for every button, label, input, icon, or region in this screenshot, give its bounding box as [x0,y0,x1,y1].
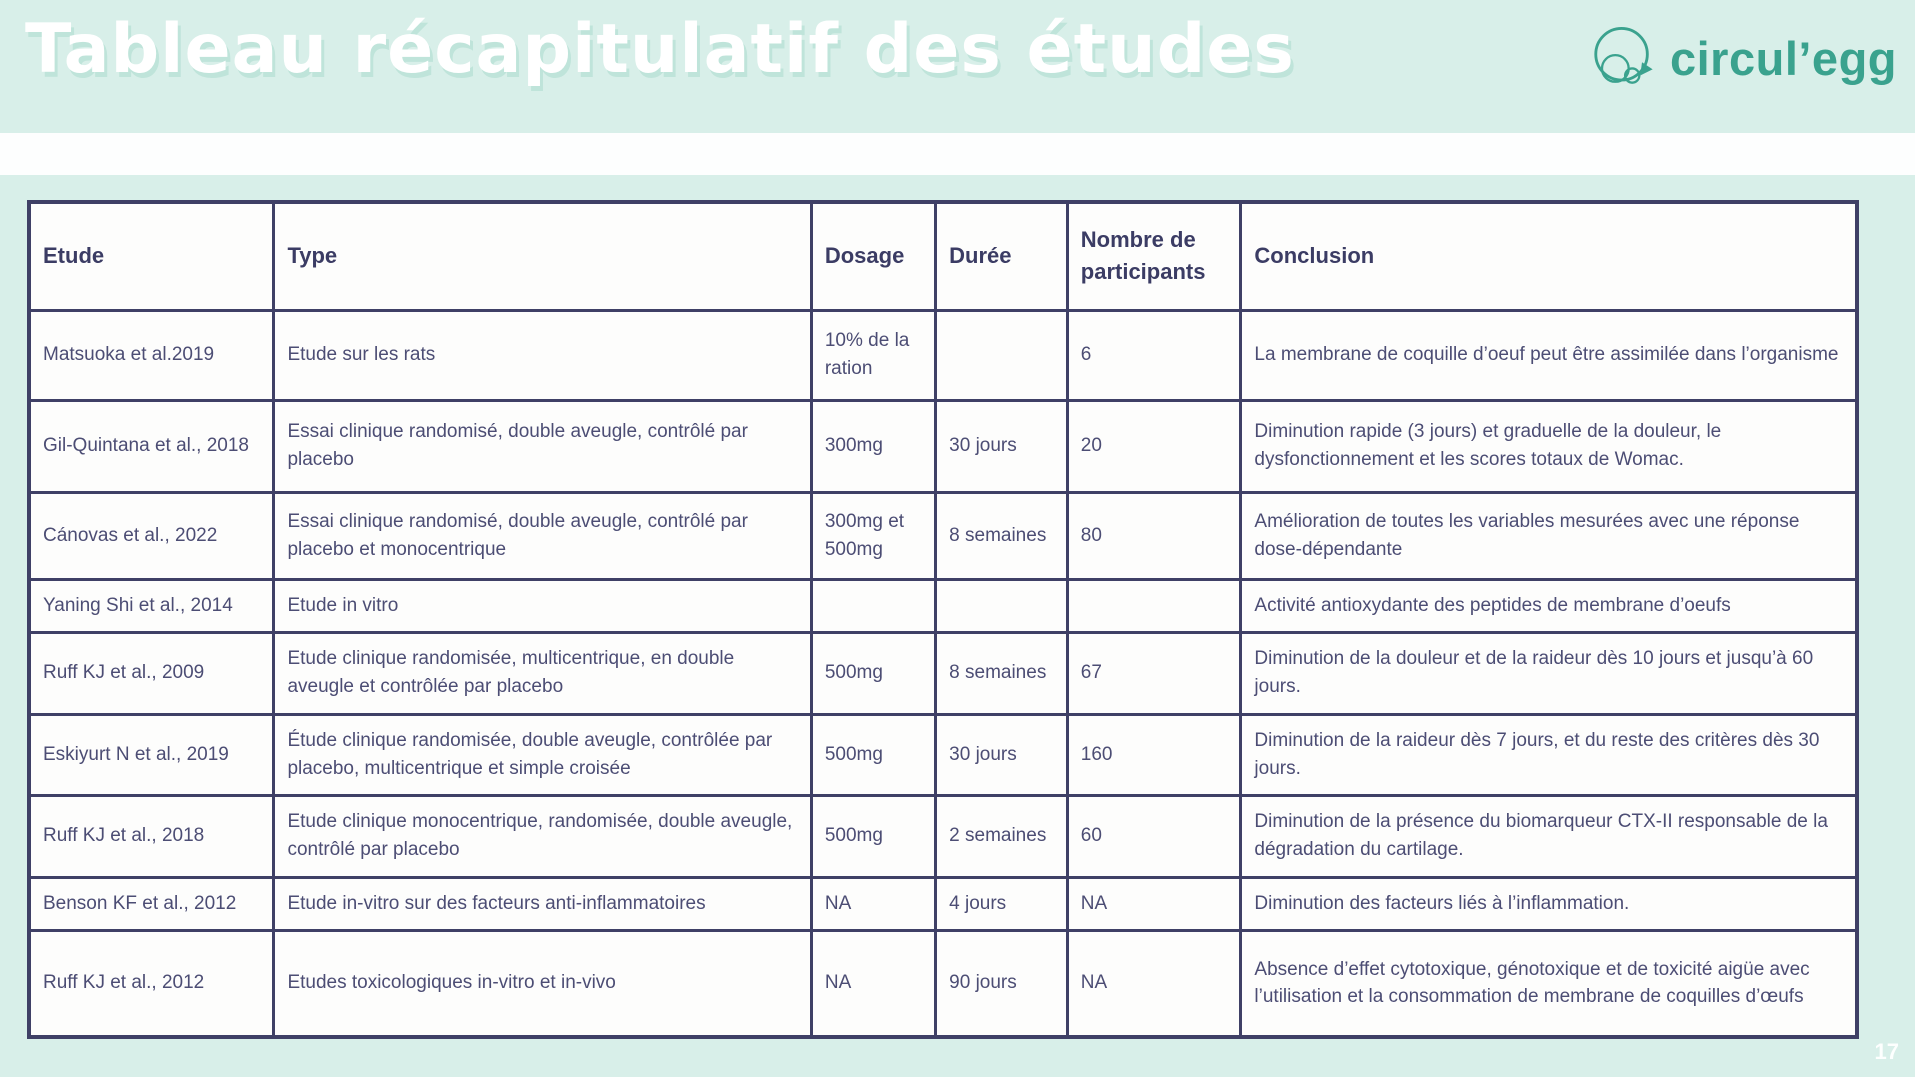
cell-participants [1067,579,1241,632]
col-header-dosage: Dosage [811,202,935,310]
table-row [29,795,1857,877]
cell-participants: 20 [1067,400,1241,492]
cell-type: Etude clinique randomisée, multicentrique, en double aveugle et contrôlée par placebo [274,632,811,714]
cell-type: Essai clinique randomisé, double aveugle, contrôlé par placebo et monocentrique [274,492,811,579]
cell-etude: Gil-Quintana et al., 2018 [29,400,274,492]
cell-conclusion: Diminution de la raideur dès 7 jours, et du reste des critères dès 30 jours. [1241,714,1857,795]
cell-dosage: 300mg et 500mg [811,492,935,579]
studies-table [27,200,1859,1039]
table-row [29,579,1857,632]
cell-etude: Ruff KJ et al., 2018 [29,795,274,877]
cell-conclusion: Diminution de la douleur et de la raideur dès 10 jours et jusqu’à 60 jours. [1241,632,1857,714]
page-number: 17 [1874,1039,1899,1064]
col-header-participants: Nombre de participants [1067,202,1241,310]
cell-type: Etudes toxicologiques in-vitro et in-vivo [274,930,811,1037]
cell-type: Etude in vitro [274,579,811,632]
cell-duree: 2 semaines [936,795,1068,877]
cell-etude: Ruff KJ et al., 2012 [29,930,274,1037]
col-header-duree: Durée [936,202,1068,310]
cell-conclusion: Diminution rapide (3 jours) et graduelle de la douleur, le dysfonctionnement et les scores totaux de Womac. [1241,400,1857,492]
cell-type: Etude in-vitro sur des facteurs anti-inflammatoires [274,877,811,930]
cell-etude: Ruff KJ et al., 2009 [29,632,274,714]
cell-duree [936,310,1068,400]
cell-dosage: 10% de la ration [811,310,935,400]
cell-participants: 6 [1067,310,1241,400]
header-row [29,202,1857,310]
cell-duree: 90 jours [936,930,1068,1037]
cell-dosage [811,579,935,632]
cell-dosage: NA [811,877,935,930]
cell-dosage: 500mg [811,795,935,877]
cell-duree: 30 jours [936,714,1068,795]
cell-duree: 8 semaines [936,632,1068,714]
cell-conclusion: Amélioration de toutes les variables mesurées avec une réponse dose-dépendante [1241,492,1857,579]
table-row [29,714,1857,795]
table-row [29,310,1857,400]
table-row [29,632,1857,714]
cell-participants: 60 [1067,795,1241,877]
table-row [29,930,1857,1037]
cell-participants: 80 [1067,492,1241,579]
cell-dosage: 500mg [811,632,935,714]
cell-dosage: 300mg [811,400,935,492]
circulegg-logo-icon [1586,16,1666,101]
cell-type: Étude clinique randomisée, double aveugle, contrôlée par placebo, multicentrique et simple croisée [274,714,811,795]
cell-duree: 30 jours [936,400,1068,492]
cell-participants: NA [1067,877,1241,930]
table-row [29,492,1857,579]
page-title: Tableau récapitulatif des études [25,10,1295,89]
cell-etude: Cánovas et al., 2022 [29,492,274,579]
cell-conclusion: La membrane de coquille d’oeuf peut être assimilée dans l’organisme [1241,310,1857,400]
cell-etude: Eskiyurt N et al., 2019 [29,714,274,795]
cell-conclusion: Diminution des facteurs liés à l’inflammation. [1241,877,1857,930]
cell-etude: Yaning Shi et al., 2014 [29,579,274,632]
cell-participants: 67 [1067,632,1241,714]
cell-duree [936,579,1068,632]
cell-participants: 160 [1067,714,1241,795]
cell-dosage: 500mg [811,714,935,795]
cell-conclusion: Diminution de la présence du biomarqueur CTX-II responsable de la dégradation du cartilage. [1241,795,1857,877]
cell-etude: Matsuoka et al.2019 [29,310,274,400]
cell-conclusion: Activité antioxydante des peptides de membrane d’oeufs [1241,579,1857,632]
logo-text: circul’egg [1669,32,1897,85]
cell-type: Etude clinique monocentrique, randomisée, double aveugle, contrôlé par placebo [274,795,811,877]
content-band [0,133,1915,175]
cell-type: Etude sur les rats [274,310,811,400]
cell-etude: Benson KF et al., 2012 [29,877,274,930]
col-header-type: Type [274,202,811,310]
cell-duree: 8 semaines [936,492,1068,579]
table-row [29,400,1857,492]
table-row [29,877,1857,930]
col-header-etude: Etude [29,202,274,310]
logo [1586,16,1897,101]
cell-dosage: NA [811,930,935,1037]
col-header-conclusion: Conclusion [1241,202,1857,310]
cell-conclusion: Absence d’effet cytotoxique, génotoxique et de toxicité aigüe avec l’utilisation et la consommation de membrane de coquilles d’œufs [1241,930,1857,1037]
cell-participants: NA [1067,930,1241,1037]
cell-duree: 4 jours [936,877,1068,930]
cell-type: Essai clinique randomisé, double aveugle, contrôlé par placebo [274,400,811,492]
